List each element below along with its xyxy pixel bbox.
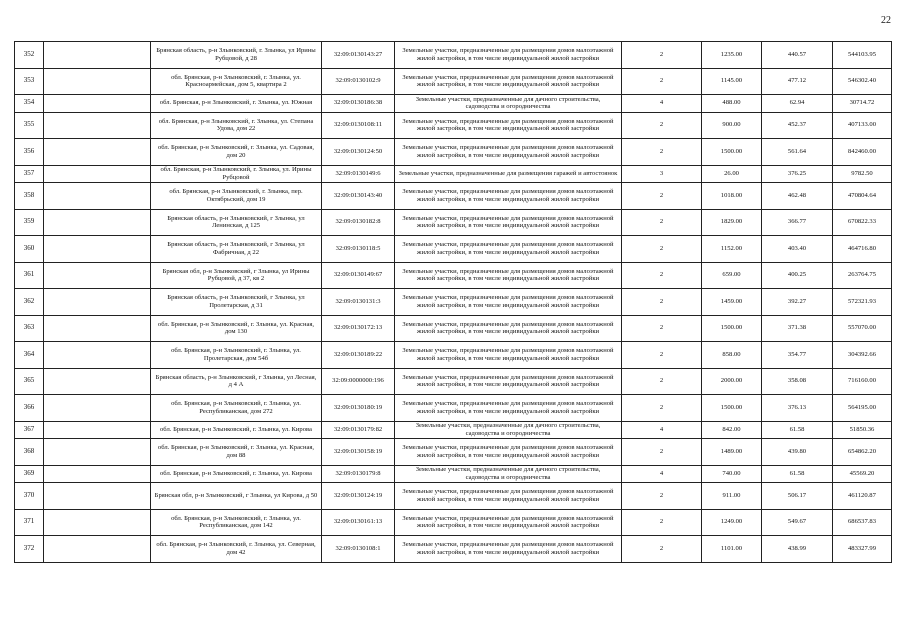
cadastral-number-cell: 32:09:0130172:13	[322, 315, 395, 342]
land-use-cell: Земельные участки, предназначенные для дачного строительства, садоводства и огородничества	[395, 95, 622, 113]
blank-cell	[44, 68, 151, 95]
cadastral-number-cell: 32:09:0130143:40	[322, 183, 395, 210]
area-cell: 488.00	[702, 95, 762, 113]
cadastral-value-cell: 304392.66	[833, 342, 892, 369]
row-number-cell: 366	[15, 395, 44, 422]
cadastral-number-cell: 32:09:0130131:3	[322, 289, 395, 316]
cadastral-value-cell: 9782.50	[833, 165, 892, 183]
table-row	[15, 509, 892, 536]
address-cell: обл. Брянская, р-н Злынковский, г. Злынка, пер. Октябрьский, дом 19	[151, 183, 322, 210]
area-cell: 1459.00	[702, 289, 762, 316]
table-row	[15, 183, 892, 210]
specific-value-cell: 462.48	[762, 183, 833, 210]
specific-value-cell: 452.37	[762, 112, 833, 139]
address-cell: Брянская обл, р-н Злынковский, г Злынка, ул Ирины Рубцовой, д 37, кв 2	[151, 262, 322, 289]
area-cell: 1829.00	[702, 209, 762, 236]
cadastral-number-cell: 32:09:0130108:1	[322, 536, 395, 563]
area-cell: 1101.00	[702, 536, 762, 563]
blank-cell	[44, 465, 151, 483]
address-cell: Брянская обл, р-н Злынковский, г Злынка, ул Кирова, д 50	[151, 483, 322, 510]
address-cell: обл. Брянская, р-н Злынковский, г. Злынка, ул. Красная, дом 88	[151, 439, 322, 466]
address-cell: обл. Брянская, р-н Злынковский, г. Злынка, ул. Южная	[151, 95, 322, 113]
blank-cell	[44, 536, 151, 563]
row-number-cell: 372	[15, 536, 44, 563]
row-number-cell: 354	[15, 95, 44, 113]
cadastral-value-cell: 572321.93	[833, 289, 892, 316]
row-number-cell: 358	[15, 183, 44, 210]
land-use-cell: Земельные участки, предназначенные для размещения гаражей и автостоянок	[395, 165, 622, 183]
group-number-cell: 2	[622, 42, 702, 69]
group-number-cell: 2	[622, 536, 702, 563]
group-number-cell: 4	[622, 95, 702, 113]
table-row	[15, 315, 892, 342]
area-cell: 842.00	[702, 421, 762, 439]
table-row	[15, 209, 892, 236]
group-number-cell: 2	[622, 368, 702, 395]
blank-cell	[44, 42, 151, 69]
table-row	[15, 236, 892, 263]
group-number-cell: 2	[622, 395, 702, 422]
table-body	[15, 42, 892, 563]
specific-value-cell: 506.17	[762, 483, 833, 510]
area-cell: 911.00	[702, 483, 762, 510]
group-number-cell: 2	[622, 509, 702, 536]
area-cell: 1489.00	[702, 439, 762, 466]
row-number-cell: 360	[15, 236, 44, 263]
blank-cell	[44, 315, 151, 342]
land-use-cell: Земельные участки, предназначенные для размещения домов малоэтажной жилой застройки, в том числе индивидуальной жилой застройки	[395, 262, 622, 289]
cadastral-number-cell: 32:09:0130149:6	[322, 165, 395, 183]
cadastral-value-cell: 30714.72	[833, 95, 892, 113]
row-number-cell: 368	[15, 439, 44, 466]
area-cell: 1145.00	[702, 68, 762, 95]
row-number-cell: 363	[15, 315, 44, 342]
area-cell: 1500.00	[702, 395, 762, 422]
blank-cell	[44, 342, 151, 369]
land-use-cell: Земельные участки, предназначенные для размещения домов малоэтажной жилой застройки, в том числе индивидуальной жилой застройки	[395, 395, 622, 422]
specific-value-cell: 61.58	[762, 421, 833, 439]
blank-cell	[44, 112, 151, 139]
address-cell: Брянская область, р-н Злынковский, г Злынка, ул Фабричная, д 22	[151, 236, 322, 263]
cadastral-number-cell: 32:09:0130124:19	[322, 483, 395, 510]
group-number-cell: 3	[622, 165, 702, 183]
land-use-cell: Земельные участки, предназначенные для размещения домов малоэтажной жилой застройки, в том числе индивидуальной жилой застройки	[395, 536, 622, 563]
specific-value-cell: 62.94	[762, 95, 833, 113]
table-row	[15, 421, 892, 439]
cadastral-value-cell: 842460.00	[833, 139, 892, 166]
blank-cell	[44, 165, 151, 183]
row-number-cell: 361	[15, 262, 44, 289]
specific-value-cell: 358.08	[762, 368, 833, 395]
blank-cell	[44, 262, 151, 289]
group-number-cell: 2	[622, 139, 702, 166]
page-number: 22	[881, 15, 891, 26]
land-use-cell: Земельные участки, предназначенные для размещения домов малоэтажной жилой застройки, в том числе индивидуальной жилой застройки	[395, 139, 622, 166]
blank-cell	[44, 289, 151, 316]
address-cell: обл. Брянская, р-н Злынковский, г. Злынка, ул. Степана Удова, дом 22	[151, 112, 322, 139]
cadastral-value-cell: 407133.00	[833, 112, 892, 139]
blank-cell	[44, 421, 151, 439]
land-use-cell: Земельные участки, предназначенные для размещения домов малоэтажной жилой застройки, в том числе индивидуальной жилой застройки	[395, 68, 622, 95]
specific-value-cell: 366.77	[762, 209, 833, 236]
blank-cell	[44, 395, 151, 422]
row-number-cell: 352	[15, 42, 44, 69]
cadastral-value-cell: 464716.80	[833, 236, 892, 263]
address-cell: обл. Брянская, р-н Злынковский, г. Злынка, ул. Красноармейская, дом 5, квартира 2	[151, 68, 322, 95]
area-cell: 659.00	[702, 262, 762, 289]
land-use-cell: Земельные участки, предназначенные для размещения домов малоэтажной жилой застройки, в том числе индивидуальной жилой застройки	[395, 483, 622, 510]
row-number-cell: 364	[15, 342, 44, 369]
land-use-cell: Земельные участки, предназначенные для размещения домов малоэтажной жилой застройки, в том числе индивидуальной жилой застройки	[395, 315, 622, 342]
blank-cell	[44, 509, 151, 536]
area-cell: 2000.00	[702, 368, 762, 395]
land-use-cell: Земельные участки, предназначенные для дачного строительства, садоводства и огородничества	[395, 421, 622, 439]
cadastral-value-table	[14, 41, 892, 563]
row-number-cell: 369	[15, 465, 44, 483]
cadastral-number-cell: 32:09:0130179:82	[322, 421, 395, 439]
cadastral-value-cell: 670822.33	[833, 209, 892, 236]
area-cell: 900.00	[702, 112, 762, 139]
land-use-cell: Земельные участки, предназначенные для размещения домов малоэтажной жилой застройки, в том числе индивидуальной жилой застройки	[395, 236, 622, 263]
blank-cell	[44, 183, 151, 210]
cadastral-number-cell: 32:09:0130180:19	[322, 395, 395, 422]
cadastral-value-cell: 686537.83	[833, 509, 892, 536]
cadastral-value-cell: 544103.95	[833, 42, 892, 69]
cadastral-value-cell: 564195.00	[833, 395, 892, 422]
area-cell: 740.00	[702, 465, 762, 483]
table-row	[15, 112, 892, 139]
group-number-cell: 2	[622, 236, 702, 263]
land-use-cell: Земельные участки, предназначенные для размещения домов малоэтажной жилой застройки, в том числе индивидуальной жилой застройки	[395, 183, 622, 210]
area-cell: 1500.00	[702, 139, 762, 166]
blank-cell	[44, 236, 151, 263]
cadastral-number-cell: 32:09:0130108:11	[322, 112, 395, 139]
table-row	[15, 68, 892, 95]
specific-value-cell: 376.25	[762, 165, 833, 183]
table-row	[15, 289, 892, 316]
cadastral-number-cell: 32:09:0130186:38	[322, 95, 395, 113]
cadastral-value-cell: 483327.99	[833, 536, 892, 563]
land-use-cell: Земельные участки, предназначенные для дачного строительства, садоводства и огородничества	[395, 465, 622, 483]
cadastral-number-cell: 32:09:0130161:13	[322, 509, 395, 536]
address-cell: обл. Брянская, р-н Злынковский, г. Злынка, ул. Пролетарская, дом 54б	[151, 342, 322, 369]
blank-cell	[44, 483, 151, 510]
row-number-cell: 367	[15, 421, 44, 439]
land-use-cell: Земельные участки, предназначенные для размещения домов малоэтажной жилой застройки, в том числе индивидуальной жилой застройки	[395, 439, 622, 466]
cadastral-number-cell: 32:09:0130149:67	[322, 262, 395, 289]
address-cell: обл. Брянская, р-н Злынковский, г. Злынка, ул. Садовая, дом 20	[151, 139, 322, 166]
specific-value-cell: 477.12	[762, 68, 833, 95]
row-number-cell: 355	[15, 112, 44, 139]
cadastral-value-cell: 716160.00	[833, 368, 892, 395]
specific-value-cell: 354.77	[762, 342, 833, 369]
table-row	[15, 139, 892, 166]
land-use-cell: Земельные участки, предназначенные для размещения домов малоэтажной жилой застройки, в том числе индивидуальной жилой застройки	[395, 42, 622, 69]
table-row	[15, 95, 892, 113]
group-number-cell: 2	[622, 68, 702, 95]
cadastral-value-cell: 557070.00	[833, 315, 892, 342]
table-row	[15, 465, 892, 483]
specific-value-cell: 438.99	[762, 536, 833, 563]
area-cell: 26.00	[702, 165, 762, 183]
address-cell: обл. Брянская, р-н Злынковский, г. Злынка, ул. Красная, дом 130	[151, 315, 322, 342]
address-cell: Брянская область, р-н Злынковский, г. Злынка, ул Ирины Рубцовой, д 28	[151, 42, 322, 69]
table-row	[15, 262, 892, 289]
land-use-cell: Земельные участки, предназначенные для размещения домов малоэтажной жилой застройки, в том числе индивидуальной жилой застройки	[395, 289, 622, 316]
table-row	[15, 536, 892, 563]
blank-cell	[44, 209, 151, 236]
specific-value-cell: 403.40	[762, 236, 833, 263]
table-row	[15, 165, 892, 183]
area-cell: 858.00	[702, 342, 762, 369]
cadastral-value-cell: 546302.40	[833, 68, 892, 95]
group-number-cell: 2	[622, 209, 702, 236]
cadastral-number-cell: 32:09:0000000:196	[322, 368, 395, 395]
address-cell: обл. Брянская, р-н Злынковский, г. Злынка, ул. Кирова	[151, 465, 322, 483]
row-number-cell: 357	[15, 165, 44, 183]
area-cell: 1235.00	[702, 42, 762, 69]
group-number-cell: 2	[622, 183, 702, 210]
specific-value-cell: 61.58	[762, 465, 833, 483]
group-number-cell: 2	[622, 112, 702, 139]
row-number-cell: 356	[15, 139, 44, 166]
specific-value-cell: 549.67	[762, 509, 833, 536]
cadastral-value-cell: 461120.87	[833, 483, 892, 510]
blank-cell	[44, 95, 151, 113]
cadastral-value-cell: 654862.20	[833, 439, 892, 466]
row-number-cell: 370	[15, 483, 44, 510]
specific-value-cell: 371.38	[762, 315, 833, 342]
address-cell: Брянская область, р-н Злынковский, г Злынка, ул Пролетарская, д 31	[151, 289, 322, 316]
address-cell: обл. Брянская, р-н Злынковский, г. Злынка, ул. Республиканская, дом 272	[151, 395, 322, 422]
row-number-cell: 353	[15, 68, 44, 95]
address-cell: обл. Брянская, р-н Злынковский, г. Злынка, ул. Республиканская, дом 142	[151, 509, 322, 536]
row-number-cell: 359	[15, 209, 44, 236]
group-number-cell: 2	[622, 342, 702, 369]
group-number-cell: 2	[622, 439, 702, 466]
cadastral-value-cell: 45569.20	[833, 465, 892, 483]
specific-value-cell: 561.64	[762, 139, 833, 166]
specific-value-cell: 376.13	[762, 395, 833, 422]
specific-value-cell: 440.57	[762, 42, 833, 69]
cadastral-value-cell: 470804.64	[833, 183, 892, 210]
cadastral-number-cell: 32:09:0130182:8	[322, 209, 395, 236]
specific-value-cell: 400.25	[762, 262, 833, 289]
cadastral-number-cell: 32:09:0130124:50	[322, 139, 395, 166]
land-use-cell: Земельные участки, предназначенные для размещения домов малоэтажной жилой застройки, в том числе индивидуальной жилой застройки	[395, 209, 622, 236]
group-number-cell: 2	[622, 262, 702, 289]
cadastral-number-cell: 32:09:0130189:22	[322, 342, 395, 369]
row-number-cell: 365	[15, 368, 44, 395]
address-cell: обл. Брянская, р-н Злынковский, г. Злынка, ул. Северная, дом 42	[151, 536, 322, 563]
address-cell: обл. Брянская, р-н Злынковский, г. Злынка, ул. Кирова	[151, 421, 322, 439]
address-cell: обл. Брянская, р-н Злынковский, г. Злынка, ул. Ирины Рубцовой	[151, 165, 322, 183]
specific-value-cell: 392.27	[762, 289, 833, 316]
table-row	[15, 342, 892, 369]
area-cell: 1018.00	[702, 183, 762, 210]
blank-cell	[44, 139, 151, 166]
specific-value-cell: 439.80	[762, 439, 833, 466]
blank-cell	[44, 368, 151, 395]
address-cell: Брянская область, р-н Злынковский, г Злынка, ул Ленинская, д 125	[151, 209, 322, 236]
cadastral-value-cell: 263764.75	[833, 262, 892, 289]
row-number-cell: 371	[15, 509, 44, 536]
table-row	[15, 483, 892, 510]
group-number-cell: 4	[622, 465, 702, 483]
cadastral-number-cell: 32:09:0130158:19	[322, 439, 395, 466]
address-cell: Брянская область, р-н Злынковский, г Злынка, ул Лесная, д 4 А	[151, 368, 322, 395]
group-number-cell: 2	[622, 315, 702, 342]
blank-cell	[44, 439, 151, 466]
group-number-cell: 2	[622, 483, 702, 510]
group-number-cell: 4	[622, 421, 702, 439]
cadastral-number-cell: 32:09:0130179:8	[322, 465, 395, 483]
table-row	[15, 439, 892, 466]
land-use-cell: Земельные участки, предназначенные для размещения домов малоэтажной жилой застройки, в том числе индивидуальной жилой застройки	[395, 509, 622, 536]
land-use-cell: Земельные участки, предназначенные для размещения домов малоэтажной жилой застройки, в том числе индивидуальной жилой застройки	[395, 342, 622, 369]
cadastral-number-cell: 32:09:0130102:9	[322, 68, 395, 95]
group-number-cell: 2	[622, 289, 702, 316]
cadastral-number-cell: 32:09:0130143:27	[322, 42, 395, 69]
row-number-cell: 362	[15, 289, 44, 316]
area-cell: 1152.00	[702, 236, 762, 263]
cadastral-number-cell: 32:09:0130118:5	[322, 236, 395, 263]
table-row	[15, 395, 892, 422]
table-row	[15, 368, 892, 395]
area-cell: 1249.00	[702, 509, 762, 536]
table-row	[15, 42, 892, 69]
land-use-cell: Земельные участки, предназначенные для размещения домов малоэтажной жилой застройки, в том числе индивидуальной жилой застройки	[395, 112, 622, 139]
cadastral-value-cell: 51850.36	[833, 421, 892, 439]
land-use-cell: Земельные участки, предназначенные для размещения домов малоэтажной жилой застройки, в том числе индивидуальной жилой застройки	[395, 368, 622, 395]
area-cell: 1500.00	[702, 315, 762, 342]
